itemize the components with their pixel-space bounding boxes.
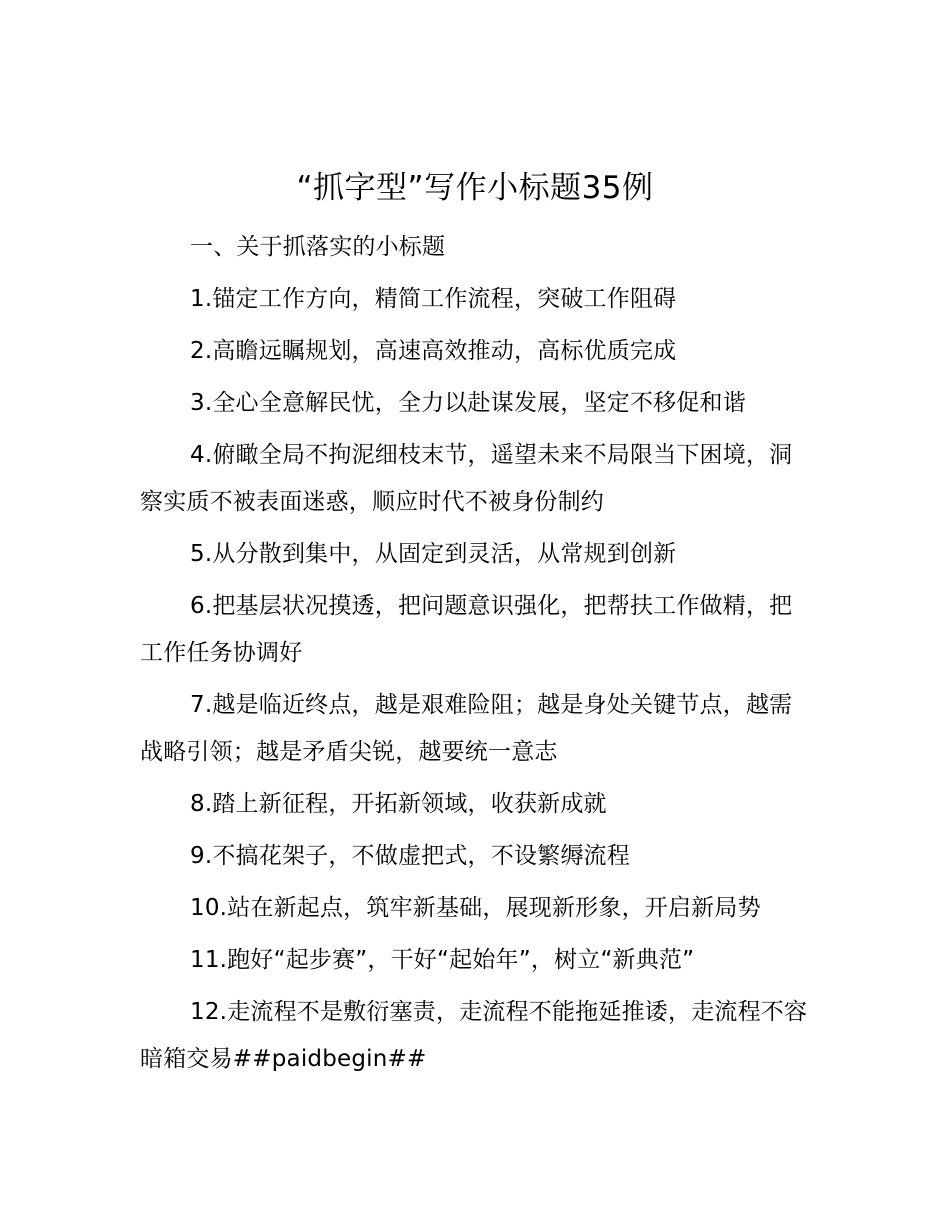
- list-item: 8.踏上新征程，开拓新领域，收获新成就: [190, 791, 607, 817]
- document-body: [140, 224, 812, 1088]
- list-item: 2.高瞻远瞩规划，高速高效推动，高标优质完成: [190, 338, 677, 364]
- list-item: 9.不搞花架子，不做虚把式，不设繁缛流程: [190, 843, 630, 869]
- list-item: 12.走流程不是敷衍塞责，走流程不能拖延推诿，走流程不容暗箱交易##paidbegin##: [140, 999, 808, 1072]
- list-item: 7.越是临近终点，越是艰难险阻；越是身处关键节点，越需战略引领；越是矛盾尖锐，越要统一意志: [140, 692, 793, 765]
- document-title: “抓字型”写作小标题35例: [296, 170, 654, 206]
- list-item: 1.锚定工作方向，精简工作流程，突破工作阻碍: [190, 286, 677, 312]
- list-item: 11.跑好“起步赛”，干好“起始年”，树立“新典范”: [190, 947, 695, 973]
- list-item: 5.从分散到集中，从固定到灵活，从常规到创新: [190, 541, 677, 567]
- section-heading: 一、关于抓落实的小标题: [190, 234, 446, 260]
- list-item: 10.站在新起点，筑牢新基础，展现新形象，开启新局势: [190, 895, 761, 921]
- list-item: 6.把基层状况摸透，把问题意识强化，把帮扶工作做精，把工作任务协调好: [140, 593, 793, 666]
- list-item: 3.全心全意解民忧，全力以赴谋发展，坚定不移促和谐: [190, 390, 746, 416]
- list-item: 4.俯瞰全局不拘泥细枝末节，遥望未来不局限当下困境，洞察实质不被表面迷惑，顺应时代不被身份制约: [140, 442, 793, 515]
